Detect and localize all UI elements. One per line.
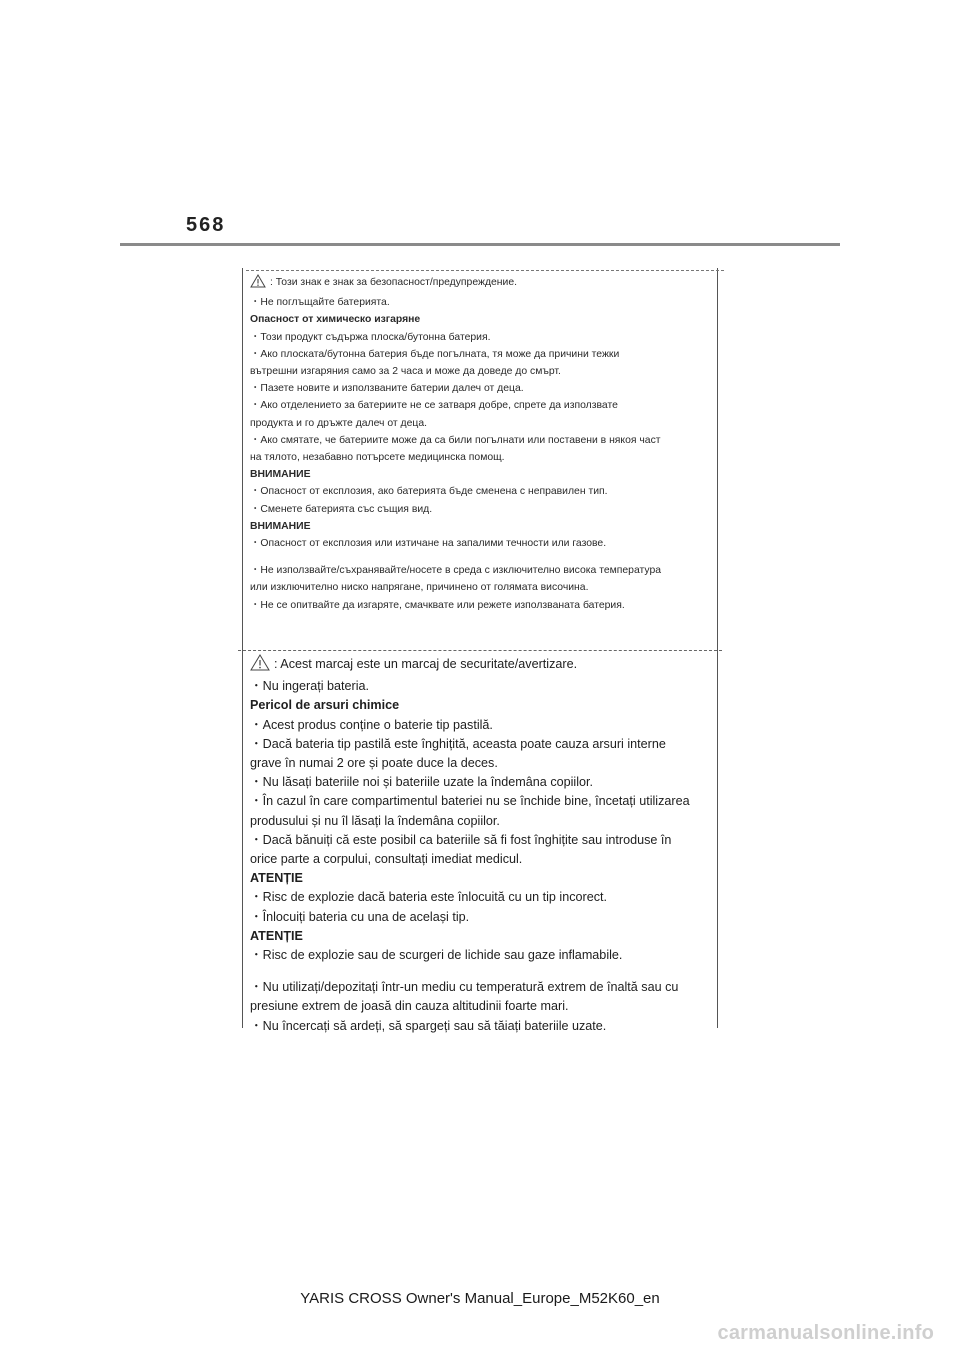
romanian-warning-mark-text: : Acest marcaj este un marcaj de securitate/avertizare. <box>274 657 578 671</box>
site-watermark: carmanualsonline.info <box>717 1322 934 1344</box>
bulgarian-spacer <box>250 552 720 562</box>
bulgarian-lines <box>250 294 720 614</box>
romanian-text-line: ・Dacă bănuiți că este posibil ca bateriile să fi fost înghițite sau introduse în <box>250 832 672 847</box>
romanian-text-line: ・Acest produs conține o baterie tip pastilă. <box>250 717 493 732</box>
romanian-text-line: presiune extrem de joasă din cauza altitudinii foarte mari. <box>250 999 569 1014</box>
bulgarian-text-line: ・Сменете батерията със същия вид. <box>250 503 433 515</box>
bulgarian-text-line: ・Пазете новите и използваните батерии далеч от деца. <box>250 383 524 395</box>
bulgarian-text-line: ・Опасност от експлозия или изтичане на запалими течности или газове. <box>250 538 607 550</box>
romanian-text-line: ・În cazul în care compartimentul bateriei nu se închide bine, încetați utilizarea <box>250 794 690 809</box>
page-number: 568 <box>186 214 226 236</box>
bulgarian-warning-mark-text: : Този знак е знак за безопасност/предупреждение. <box>270 277 517 288</box>
bulgarian-text-line: вътрешни изгаряния само за 2 часа и може да доведе до смърт. <box>250 366 561 378</box>
bulgarian-text-line: ・Този продукт съдържа плоска/бутонна батерия. <box>250 331 491 343</box>
romanian-text-line: ・Risc de explozie sau de scurgeri de lichide sau gaze inflamabile. <box>250 948 623 963</box>
bulgarian-text-line: ・Не поглъщайте батерията. <box>250 297 390 309</box>
bulgarian-text-line: ・Ако отделението за батериите не се затваря добре, спрете да използвате <box>250 400 618 412</box>
manual-footer: YARIS CROSS Owner's Manual_Europe_M52K60_en <box>300 1290 660 1307</box>
romanian-safety-text <box>250 654 720 1036</box>
bulgarian-text-line: продукта и го дръжте далеч от деца. <box>250 417 427 429</box>
romanian-text-line: ・Nu încercați să ardeți, să spargeți sau să tăiați bateriile uzate. <box>250 1018 607 1033</box>
bulgarian-text-line: ・Не използвайте/съхранявайте/носете в среда с изключително висока температура <box>250 565 662 577</box>
bulgarian-text-line: или изключително ниско напрягане, причинено от голямата височина. <box>250 582 589 594</box>
bulgarian-text-line: ・Ако смятате, че батериите може да са били погълнати или поставени в някоя част <box>250 434 661 446</box>
frame-top-border <box>246 270 724 271</box>
warning-triangle-icon <box>250 274 266 294</box>
romanian-text-line: ・Nu lăsați bateriile noi și bateriile uzate la îndemâna copiilor. <box>250 775 594 790</box>
warning-triangle-icon <box>250 654 270 677</box>
header-rule <box>120 243 840 246</box>
romanian-text-line: ・Dacă bateria tip pastilă este înghițită, aceasta poate cauza arsuri interne <box>250 736 666 751</box>
romanian-text-line: produsului și nu îl lăsați la îndemâna copiilor. <box>250 813 500 828</box>
romanian-text-line: ・Risc de explozie dacă bateria este înlocuită cu un tip incorect. <box>250 890 608 905</box>
bulgarian-heading: ВНИМАНИЕ <box>250 469 311 481</box>
romanian-spacer <box>250 965 720 978</box>
romanian-heading: ATENȚIE <box>250 928 303 943</box>
bulgarian-heading: Опасност от химическо изгаряне <box>250 314 421 326</box>
romanian-text-line: ・Nu utilizați/depozitați într-un mediu cu temperatură extrem de înaltă sau cu <box>250 980 679 995</box>
bulgarian-heading: ВНИМАНИЕ <box>250 520 311 532</box>
section-divider <box>238 650 722 651</box>
bulgarian-text-line: ・Не се опитвайте да изгаряте, смачквате или режете използваната батерия. <box>250 599 625 611</box>
bulgarian-text-line: на тялото, незабавно потърсете медицинска помощ. <box>250 452 505 464</box>
bulgarian-text-line: ・Опасност от експлозия, ако батерията бъде сменена с неправилен тип. <box>250 486 608 498</box>
romanian-text-line: ・Nu ingerați bateria. <box>250 679 370 694</box>
romanian-heading: ATENȚIE <box>250 871 303 886</box>
romanian-lines <box>250 677 720 1036</box>
bulgarian-text-line: ・Ако плоската/бутонна батерия бъде погълната, тя може да причини тежки <box>250 348 620 360</box>
bulgarian-warning-mark-row <box>250 274 720 294</box>
romanian-warning-mark-row <box>250 654 720 677</box>
romanian-text-line: ・Înlocuiți bateria cu una de același tip. <box>250 909 470 924</box>
bulgarian-safety-text <box>250 274 720 614</box>
romanian-text-line: grave în numai 2 ore și poate duce la deces. <box>250 756 498 771</box>
romanian-heading: Pericol de arsuri chimice <box>250 698 400 713</box>
romanian-text-line: orice parte a corpului, consultați imediat medicul. <box>250 852 523 867</box>
